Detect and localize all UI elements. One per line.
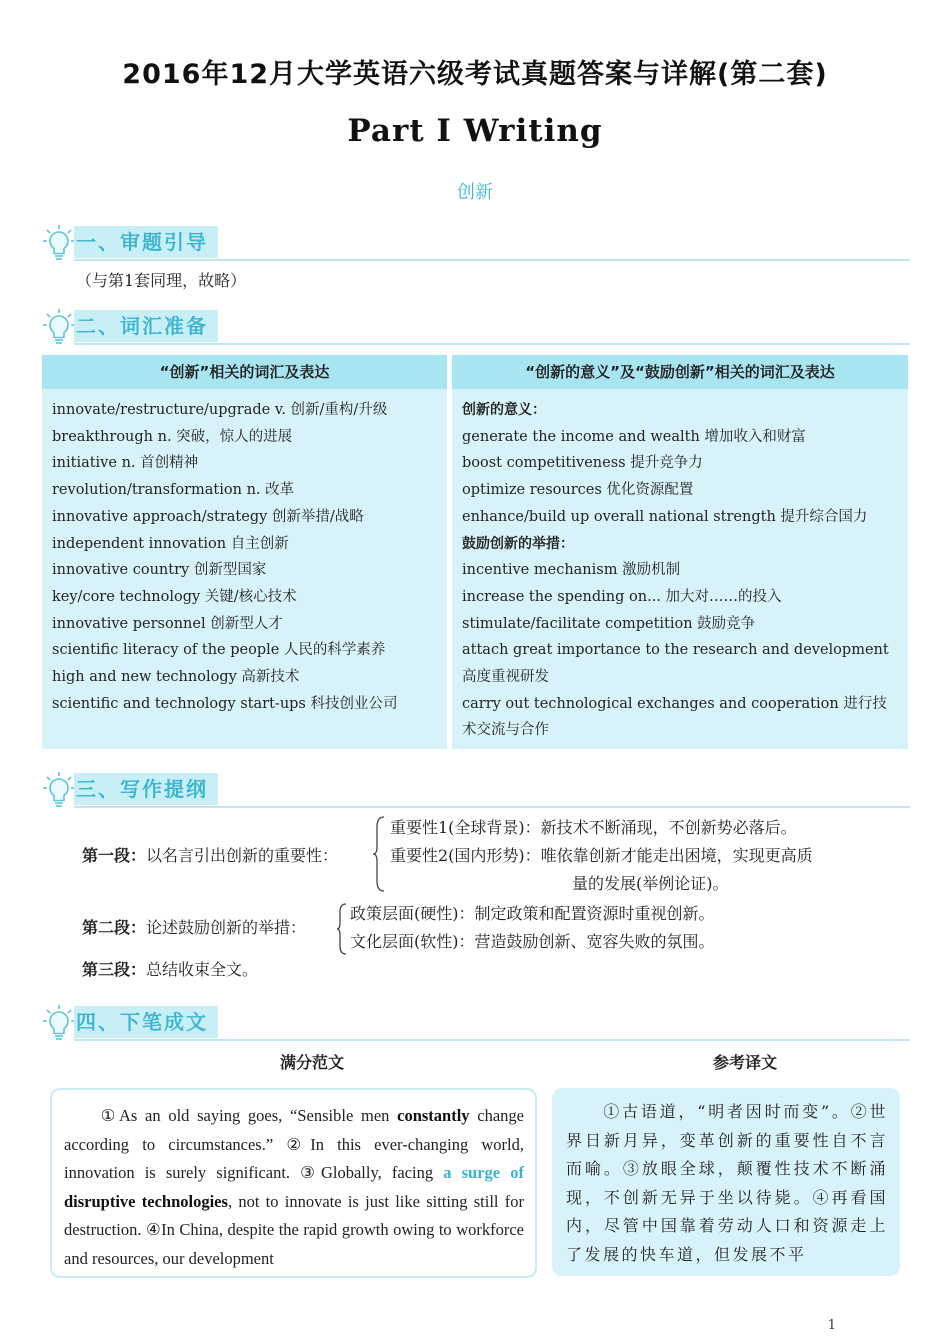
outline-point: 重要性2(国内形势)：唯依靠创新才能走出困境，实现更高质 [390,846,813,865]
model-essay-text: ①As an old saying goes, “Sensible men constantly change according to circumstances.” ②In this ever-changing world, innovation is surely significant. ③Globally, facing a surge of disruptive technologies, not to innovate is just like sitting still for destruction. ④In China, despite the rapid growth owing to workforce and resources, our development [64,1106,525,1268]
section-header-1 [42,226,910,262]
outline-point: 重要性1(全球背景)：新技术不断涌现，不创新势必落后。 [390,818,797,837]
lightbulb-icon [42,308,76,346]
vocab-item: key/core technology 关键/核心技术 [52,588,297,605]
vocab-item: high and new technology 高新技术 [52,669,300,686]
outline-paragraph-1 [82,842,338,870]
outline-point: 文化层面(软性)：营造鼓励创新、宽容失败的氛围。 [350,932,715,951]
section-divider [74,343,910,345]
section-divider [74,259,910,261]
vocab-item: boost competitiveness 提升竞争力 [462,455,703,472]
outline-paragraph-3 [82,956,258,984]
brace-icon [372,815,386,893]
translation-text: ①古语道，“明者因时而变”。②世界日新月异，变革创新的重要性自不言而喻。③放眼全球，颠覆性技术不断涌现，不创新无异于坐以待毙。④再看国内，尽管中国靠着劳动人口和资源走上了发展的快车道，但发展不平 [566,1102,888,1264]
vocab-header-left: “创新”相关的词汇及表达 [42,355,447,389]
section-title: 四、下笔成文 [74,1006,218,1038]
section-title: 三、写作提纲 [74,773,218,805]
outline-point: 政策层面(硬性)：制定政策和配置资源时重视创新。 [350,904,715,923]
vocab-item: stimulate/facilitate competition 鼓励竞争 [462,615,756,632]
vocab-item: scientific literacy of the people 人民的科学素养 [52,642,386,659]
vocab-item: breakthrough n. 突破，惊人的进展 [52,428,293,445]
topic-title: 创新 [457,182,493,203]
model-essay-box [50,1088,537,1278]
section-header-2 [42,310,910,346]
outline-label: 第三段： [82,960,147,979]
outline-text: 以名言引出创新的重要性： [146,846,339,865]
vocab-item: optimize resources 优化资源配置 [462,482,694,499]
lightbulb-icon [42,771,76,809]
vocab-item: attach great importance to the research and development 高度重视研发 [462,642,889,686]
section-header-4 [42,1006,910,1042]
vocab-item: innovative approach/strategy 创新举措/战略 [52,508,364,525]
lightbulb-icon [42,1004,76,1042]
section-divider [74,806,910,808]
document-title: 2016年12月大学英语六级考试真题答案与详解(第二套) [122,59,828,90]
vocab-item: generate the income and wealth 增加收入和财富 [462,428,806,445]
model-essay-heading: 满分范文 [280,1053,345,1072]
vocab-subheading: 创新的意义： [462,402,546,418]
outline-point: 量的发展(举例论证)。 [572,874,729,893]
section-note: （与第1套同理，故略） [76,271,247,290]
vocab-item: revolution/transformation n. 改革 [52,482,295,499]
vocab-subheading: 鼓励创新的举措： [462,535,574,552]
brace-icon [336,902,348,956]
outline-text: 论述鼓励创新的举措： [146,918,307,937]
vocab-item: initiative n. 首创精神 [52,455,199,472]
section-title: 一、审题引导 [74,226,218,258]
lightbulb-icon [42,224,76,262]
vocab-column-right [452,355,908,749]
section-header-3 [42,773,910,809]
vocabulary-table [42,355,908,749]
vocab-item: incentive mechanism 激励机制 [462,562,681,579]
vocab-header-right: “创新的意义”及“鼓励创新”相关的词汇及表达 [452,355,908,389]
vocab-item: carry out technological exchanges and cooperation 进行技术交流与合作 [462,695,887,739]
vocab-item: enhance/build up overall national strength 提升综合国力 [462,508,868,525]
outline-text: 总结收束全文。 [146,960,259,979]
vocab-item: innovative personnel 创新型人才 [52,615,283,632]
outline-label: 第二段： [82,918,147,937]
vocab-item: increase the spending on... 加大对……的投入 [462,588,782,605]
page-number: 1 [827,1318,836,1333]
section-divider [74,1039,910,1041]
vocab-column-left [42,355,447,749]
translation-box [552,1088,900,1276]
vocab-item: scientific and technology start-ups 科技创业公司 [52,695,398,712]
part-title: Part I Writing [347,113,603,149]
vocab-item: independent innovation 自主创新 [52,535,289,552]
outline-label: 第一段： [82,846,147,865]
section-title: 二、词汇准备 [74,310,218,342]
outline-paragraph-2 [82,914,306,942]
vocab-item: innovative country 创新型国家 [52,562,267,579]
translation-heading: 参考译文 [713,1053,778,1072]
vocab-item: innovate/restructure/upgrade v. 创新/重构/升级 [52,402,388,418]
